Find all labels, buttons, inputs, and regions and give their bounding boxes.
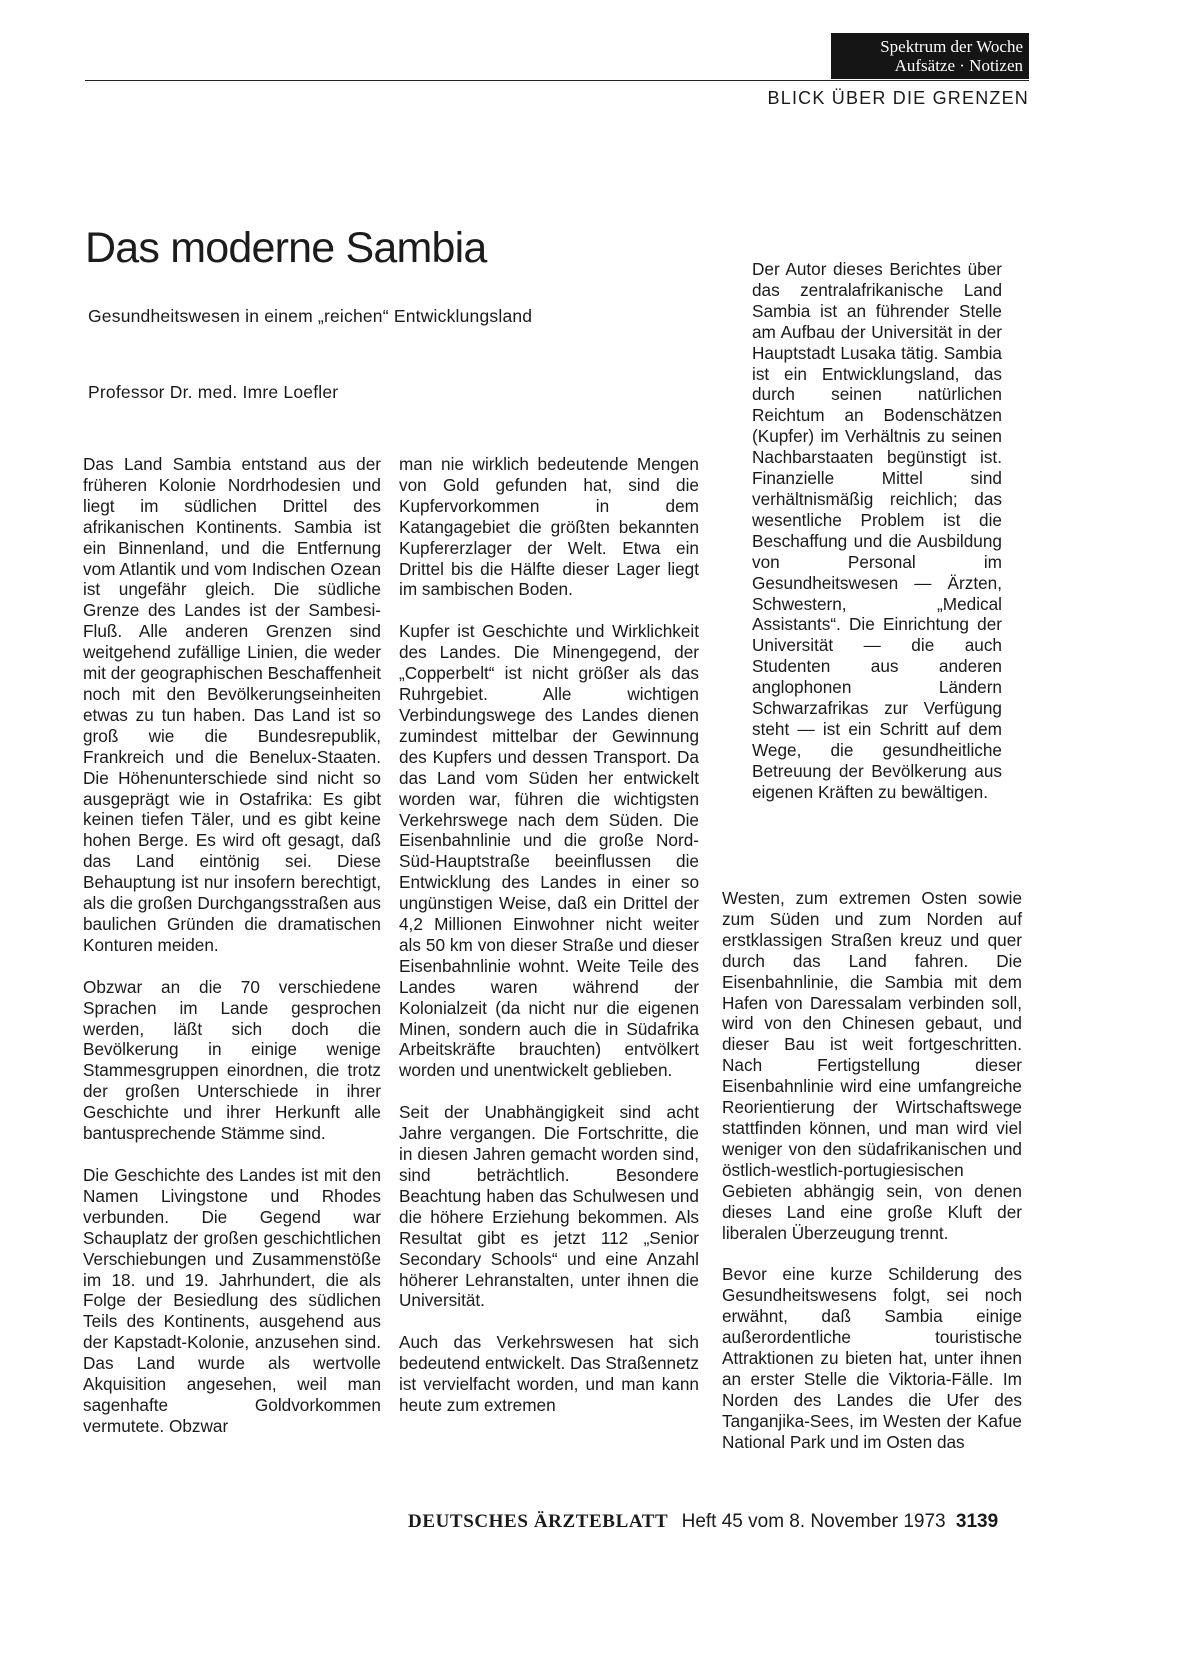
author-note <box>752 259 1002 803</box>
paragraph: Kupfer ist Geschichte und Wirklichkeit des Landes. Die Minengegend, der „Copperbelt“ ist nicht größer als das Ruhrgebiet. Alle wichtigen Verbindungswege des Landes dienen zumindest mittelbar der Gewinnung des Kupfers und dessen Transport. Da das Land vom Süden her entwickelt worden war, führen die wichtigsten Verkehrswege nach dem Süden. Die Eisenbahnlinie und die große Nord-Süd-Hauptstraße beeinflussen die Entwicklung des Landes in einer so ungünstigen Weise, daß ein Drittel der 4,2 Millionen Einwohner nicht weiter als 50 km von dieser Straße und dieser Eisenbahnlinie wohnt. Weite Teile des Landes waren während der Kolonialzeit (da nicht nur die eigenen Minen, sondern auch die in Südafrika Arbeitskräfte brauchten) entvölkert worden und unentwickelt geblieben. <box>399 621 699 1081</box>
page-footer <box>408 1511 998 1533</box>
paragraph: Bevor eine kurze Schilderung des Gesundheitswesens folgt, sei noch erwähnt, daß Sambia einige außerordentliche touristische Attraktionen zu bieten hat, unter ihnen an erster Stelle die Viktoria-Fälle. Im Norden des Landes die Ufer des Tanganjika-Sees, im Westen der Kafue National Park und im Osten das <box>722 1264 1022 1452</box>
article-author: Professor Dr. med. Imre Loefler <box>88 382 339 402</box>
paragraph: Auch das Verkehrswesen hat sich bedeutend entwickelt. Das Straßennetz ist vervielfacht worden, und man kann heute zum extremen <box>399 1332 700 1416</box>
paragraph: Westen, zum extremen Osten sowie zum Süden und zum Norden auf erstklassigen Straßen kreuz und quer durch das Land fahren. Die Eisenbahnlinie, die Sambia mit dem Hafen von Daressalam verbinden soll, wird von den Chinesen gebaut, und dieser Bau ist weit fortgeschritten. Nach Fertigstellung dieser Eisenbahnlinie wird eine umfangreiche Reorientierung der Wirtschaftswege stattfinden können, und man wird viel weniger von den südafrikanischen und östlich-westlich-portugiesischen Gebieten abhängig sein, von denen dieses Land eine große Kluft der liberalen Überzeugung trennt. <box>722 888 1022 1243</box>
section-heading: BLICK ÜBER DIE GRENZEN <box>767 88 1029 108</box>
text-column-3 <box>722 888 1022 1453</box>
text-column-2 <box>399 454 699 1416</box>
issue-info: Heft 45 vom 8. November 1973 <box>681 1511 946 1532</box>
article-subtitle: Gesundheitswesen in einem „reichen“ Entwicklungsland <box>88 306 533 326</box>
section-tag-line2: Aufsätze · Notizen <box>894 56 1023 75</box>
paragraph: Obzwar an die 70 verschiedene Sprachen im Lande gesprochen werden, läßt sich doch die Bevölkerung in einige wenige Stammesgruppen einordnen, die trotz der großen Unterschiede in ihrer Geschichte und ihrer Herkunft alle bantusprechende Stämme sind. <box>83 976 381 1144</box>
header-rule <box>85 80 1029 81</box>
page-number: 3139 <box>955 1511 999 1532</box>
paragraph: man nie wirklich bedeutende Mengen von Gold gefunden hat, sind die Kupfervorkommen in dem Katangagebiet die größten bekannten Kupfererzlager der Welt. Etwa ein Drittel bis die Hälfte dieser Lager liegt im sambischen Boden. <box>399 454 699 600</box>
paragraph: Seit der Unabhängigkeit sind acht Jahre vergangen. Die Fortschritte, die in diesen Jahren gemacht worden sind, sind beträchtlich. Besondere Beachtung haben das Schulwesen und die höhere Erziehung bekommen. Als Resultat gibt es jetzt 112 „Senior Secondary Schools“ und eine Anzahl höherer Lehranstalten, unter ihnen die Universität. <box>399 1102 699 1311</box>
author-note-text: Der Autor dieses Berichtes über das zentralafrikanische Land Sambia ist an führender Stelle am Aufbau der Universität in der Hauptstadt Lusaka tätig. Sambia ist ein Entwicklungsland, das durch seinen natürlichen Reichtum an Bodenschätzen (Kupfer) im Verhältnis zu seinen Nachbarstaaten begünstigt ist. Finanzielle Mittel sind verhältnismäßig reichlich; das wesentliche Problem ist die Beschaffung und die Ausbildung von Personal im Gesundheitswesen — Ärzten, Schwestern, „Medical Assistants“. Die Einrichtung der Universität — die auch Studenten aus anderen anglophonen Ländern Schwarzafrikas zur Verfügung steht — ist ein Schritt auf dem Wege, die gesundheitliche Betreuung der Bevölkerung aus eigenen Kräften zu bewältigen. <box>752 259 1002 802</box>
journal-masthead: DEUTSCHES ÄRZTEBLATT <box>408 1511 669 1532</box>
section-tag-line1: Spektrum der Woche <box>880 37 1023 56</box>
paragraph: Das Land Sambia entstand aus der früheren Kolonie Nordrhodesien und liegt im südlichen Drittel des afrikanischen Kontinents. Sambia ist ein Binnenland, und die Entfernung vom Atlantik und vom Indischen Ozean ist ungefähr gleich. Die südliche Grenze des Landes ist der Sambesi-Fluß. Alle anderen Grenzen sind weitgehend zufällige Linien, die weder mit der geographischen Beschaffenheit noch mit den Bevölkerungseinheiten etwas zu tun haben. Das Land ist so groß wie die Bundesrepublik, Frankreich und die Benelux-Staaten. Die Höhenunterschiede sind nicht so ausgeprägt wie in Ostafrika: Es gibt keinen tiefen Täler, und es gibt keine hohen Berge. Es wird oft gesagt, daß das Land eintönig sei. Diese Behauptung ist nur insofern berechtigt, als die großen Durchgangsstraßen aus baulichen Gründen die dramatischen Konturen meiden. <box>83 454 381 955</box>
section-tag <box>831 33 1029 79</box>
text-column-1 <box>83 454 381 1437</box>
paragraph: Die Geschichte des Landes ist mit den Namen Livingstone und Rhodes verbunden. Die Gegend war Schauplatz der großen geschichtlichen Verschiebungen und Zusammenstöße im 18. und 19. Jahrhundert, die als Folge der Besiedlung des südlichen Teils des Kontinents, ausgehend aus der Kapstadt-Kolonie, anzusehen sind. Das Land wurde als wertvolle Akquisition angesehen, weil man sagenhafte Goldvorkommen vermutete. Obzwar <box>83 1165 381 1436</box>
article-title: Das moderne Sambia <box>85 224 487 272</box>
